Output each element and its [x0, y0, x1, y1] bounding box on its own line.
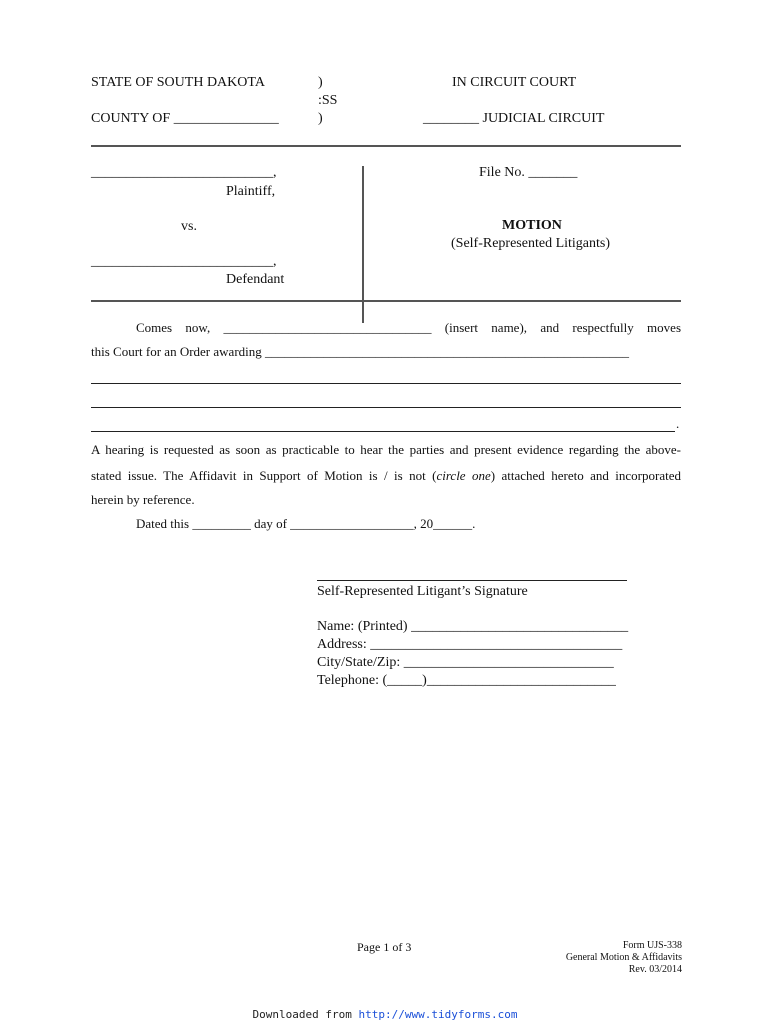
telephone-field: Telephone: (_____)___________________________ [317, 673, 616, 688]
hearing-line-1: A hearing is requested as soon as practicable to hear the parties and present evidence regarding the above- [91, 442, 681, 457]
hearing-line-3: herein by reference. [91, 492, 195, 507]
form-info [566, 940, 682, 976]
caption-ss: :SS [318, 93, 338, 108]
circle-one-note: circle one [436, 468, 491, 483]
hearing-line-2: stated issue. The Affidavit in Support of Motion is / is not (circle one) attached hereto and incorporated [91, 468, 681, 483]
defendant-name-line: __________________________, [91, 254, 277, 269]
download-prefix: Downloaded from [252, 1008, 352, 1021]
blank-line-3 [91, 431, 675, 432]
document-subtitle: (Self-Represented Litigants) [451, 236, 611, 251]
state-name: STATE OF SOUTH DAKOTA [91, 75, 265, 90]
versus-label: vs. [181, 219, 197, 234]
download-notice [0, 1008, 770, 1021]
blank-line-1 [91, 383, 681, 384]
county-field: COUNTY OF _______________ [91, 111, 279, 126]
form-number: Form UJS-338 [622, 940, 682, 951]
order-awarding-line: this Court for an Order awarding ________________________________________________________ [91, 344, 630, 359]
dated-line: Dated this _________ day of ___________________, 20______. [136, 516, 476, 531]
defendant-label: Defendant [226, 272, 285, 287]
plaintiff-name-line: __________________________, [91, 165, 277, 180]
address-field: Address: ____________________________________ [317, 637, 623, 652]
form-revision: Rev. 03/2014 [628, 964, 682, 975]
court-name: IN CIRCUIT COURT [452, 75, 577, 90]
comes-now-line: Comes now, ________________________________ (insert name), and respectfully moves [136, 320, 681, 335]
file-number-field: File No. _______ [479, 165, 578, 180]
form-category: General Motion & Affidavits [565, 952, 682, 963]
caption-divider-top [91, 145, 681, 147]
judicial-circuit-field: ________ JUDICIAL CIRCUIT [423, 111, 605, 126]
page-number: Page 1 of 3 [357, 940, 412, 954]
signature-label: Self-Represented Litigant’s Signature [317, 584, 528, 599]
blank-line-period: . [676, 416, 680, 431]
signature-line [317, 580, 627, 581]
caption-paren-bottom: ) [318, 111, 323, 126]
plaintiff-label: Plaintiff, [226, 184, 276, 199]
city-state-zip-field: City/State/Zip: ______________________________ [317, 655, 614, 670]
blank-line-2 [91, 407, 681, 408]
download-link[interactable]: http://www.tidyforms.com [358, 1008, 518, 1021]
printed-name-field: Name: (Printed) _______________________________ [317, 619, 629, 634]
caption-divider-bottom [91, 300, 681, 302]
document-title: MOTION [502, 218, 562, 233]
caption-paren-top: ) [318, 75, 323, 90]
